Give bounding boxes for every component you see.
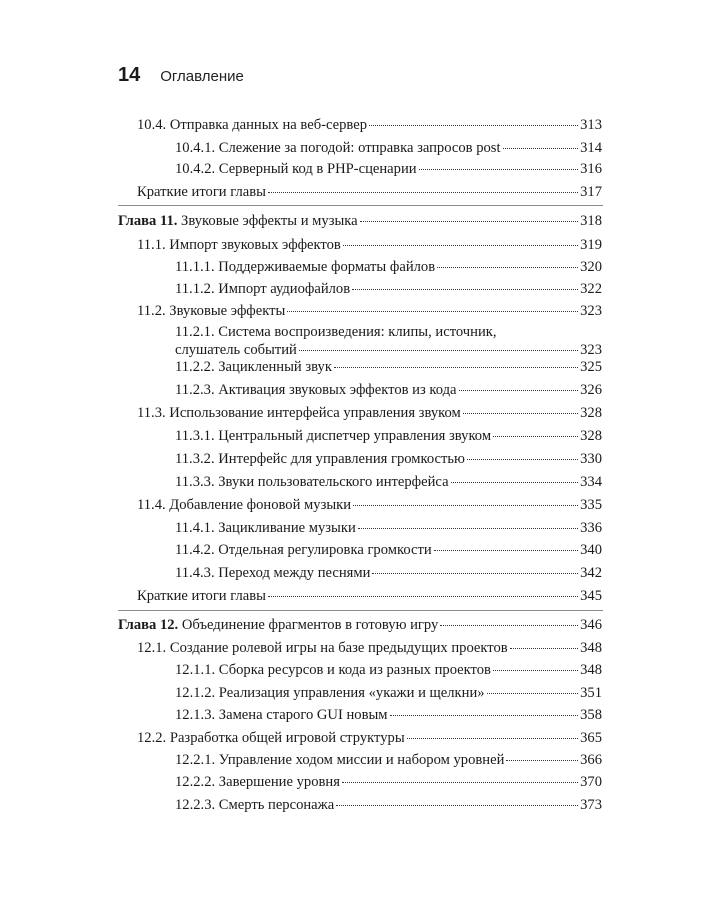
toc-page-number: 317 bbox=[580, 184, 602, 200]
entry-title: 12.1. Создание ролевой игры на базе предыдущих проектов bbox=[137, 640, 508, 656]
toc-entry[interactable] bbox=[175, 341, 602, 359]
dot-leader bbox=[434, 550, 578, 551]
dot-leader bbox=[407, 738, 578, 739]
toc-entry[interactable] bbox=[175, 661, 602, 679]
dot-leader bbox=[503, 148, 579, 149]
entry-title: 11.3. Использование интерфейса управления звуком bbox=[137, 405, 461, 421]
dot-leader bbox=[268, 192, 578, 193]
toc-entry-label bbox=[175, 796, 334, 814]
entry-title: 10.4. Отправка данных на веб-сервер bbox=[137, 117, 368, 133]
dot-leader bbox=[353, 505, 578, 506]
toc-entry-label bbox=[175, 341, 297, 359]
toc-entry[interactable] bbox=[137, 729, 602, 747]
toc-page-number: 313 bbox=[580, 117, 602, 133]
dot-leader bbox=[506, 760, 578, 761]
toc-entry-label bbox=[137, 729, 405, 747]
toc-page-number: 346 bbox=[580, 617, 602, 633]
toc-page-number: 314 bbox=[580, 140, 602, 156]
toc-chapter-entry[interactable] bbox=[118, 212, 602, 230]
toc-entry-label bbox=[137, 404, 461, 422]
toc-entry-label-line: 11.2.1. Система воспроизведения: клипы, источник, bbox=[175, 324, 497, 340]
dot-leader bbox=[419, 169, 579, 170]
dot-leader bbox=[352, 289, 578, 290]
toc-page-number: 351 bbox=[580, 685, 602, 701]
entry-title: 11.2.3. Активация звуковых эффектов из кода bbox=[175, 382, 457, 398]
toc-entry-label bbox=[175, 541, 432, 559]
dot-leader bbox=[299, 350, 578, 351]
toc-entry-label bbox=[137, 183, 266, 201]
toc-entry[interactable] bbox=[175, 139, 602, 157]
entry-title: 12.2.1. Управление ходом миссии и набором уровней bbox=[175, 752, 505, 768]
entry-title: 11.1.2. Импорт аудиофайлов bbox=[175, 281, 351, 297]
toc-page-number: 319 bbox=[580, 237, 602, 253]
toc-entry-label bbox=[137, 587, 266, 605]
entry-title: 12.1.3. Замена старого GUI новым bbox=[175, 707, 388, 723]
toc-entry[interactable] bbox=[175, 427, 602, 445]
chapter-number: Глава 11. bbox=[118, 213, 178, 229]
toc-page-number: 328 bbox=[580, 428, 602, 444]
section-divider bbox=[118, 610, 603, 611]
toc-page-number: 326 bbox=[580, 382, 602, 398]
toc-page-number: 370 bbox=[580, 774, 602, 790]
toc-page-number: 358 bbox=[580, 707, 602, 723]
toc-page-number: 373 bbox=[580, 797, 602, 813]
toc-entry[interactable] bbox=[175, 280, 602, 298]
toc-entry-label bbox=[175, 773, 340, 791]
toc-page-number: 323 bbox=[580, 303, 602, 319]
toc-entry-label bbox=[175, 564, 370, 582]
dot-leader bbox=[440, 625, 578, 626]
toc-entry[interactable] bbox=[175, 381, 602, 399]
dot-leader bbox=[369, 125, 578, 126]
toc-entry-label bbox=[175, 684, 485, 702]
toc-entry[interactable] bbox=[137, 404, 602, 422]
chapter-number: Глава 12. bbox=[118, 617, 179, 633]
toc-page-number: 322 bbox=[580, 281, 602, 297]
dot-leader bbox=[390, 715, 579, 716]
toc-entry-label bbox=[118, 212, 358, 230]
entry-title: 11.4.1. Зацикливание музыки bbox=[175, 520, 356, 536]
entry-title: 10.4.1. Слежение за погодой: отправка запросов post bbox=[175, 140, 501, 156]
toc-entry-label bbox=[175, 519, 356, 537]
toc-entry[interactable] bbox=[175, 564, 602, 582]
dot-leader bbox=[493, 436, 578, 437]
entry-title: слушатель событий bbox=[175, 342, 297, 358]
toc-entry[interactable] bbox=[137, 236, 602, 254]
toc-entry-label bbox=[175, 258, 435, 276]
dot-leader bbox=[343, 245, 578, 246]
dot-leader bbox=[459, 390, 579, 391]
toc-page-number: 316 bbox=[580, 161, 602, 177]
entry-title: 11.2. Звуковые эффекты bbox=[137, 303, 286, 319]
running-title: Оглавление bbox=[160, 68, 244, 85]
toc-page-number: 320 bbox=[580, 259, 602, 275]
toc-page-number: 318 bbox=[580, 213, 602, 229]
dot-leader bbox=[493, 670, 578, 671]
entry-title: 12.2.3. Смерть персонажа bbox=[175, 797, 335, 813]
dot-leader bbox=[372, 573, 578, 574]
toc-page-number: 348 bbox=[580, 662, 602, 678]
toc-entry-label bbox=[118, 616, 438, 634]
toc-entry-label bbox=[175, 751, 504, 769]
entry-title: 11.4.2. Отдельная регулировка громкости bbox=[175, 542, 432, 558]
dot-leader bbox=[437, 267, 578, 268]
entry-title: 11.4. Добавление фоновой музыки bbox=[137, 497, 352, 513]
toc-entry-label bbox=[175, 427, 491, 445]
toc-entry[interactable] bbox=[175, 706, 602, 724]
toc-entry[interactable] bbox=[175, 450, 602, 468]
toc-page-number: 342 bbox=[580, 565, 602, 581]
dot-leader bbox=[336, 805, 578, 806]
toc-page-number: 348 bbox=[580, 640, 602, 656]
toc-page-number: 323 bbox=[580, 342, 602, 358]
entry-title: 11.3.1. Центральный диспетчер управления звуком bbox=[175, 428, 492, 444]
dot-leader bbox=[268, 596, 578, 597]
toc-entry-label bbox=[137, 236, 341, 254]
entry-title: 11.1. Импорт звуковых эффектов bbox=[137, 237, 341, 253]
toc-page-number: 328 bbox=[580, 405, 602, 421]
entry-title: 11.3.3. Звуки пользовательского интерфейса bbox=[175, 474, 449, 490]
toc-entry-label bbox=[175, 160, 417, 178]
toc-entry-label bbox=[137, 639, 508, 657]
dot-leader bbox=[510, 648, 578, 649]
toc-entry[interactable] bbox=[175, 751, 602, 769]
entry-title: Краткие итоги главы bbox=[137, 184, 266, 200]
dot-leader bbox=[334, 367, 578, 368]
toc-page-number: 345 bbox=[580, 588, 602, 604]
toc-page-number: 335 bbox=[580, 497, 602, 513]
toc-page-number: 325 bbox=[580, 359, 602, 375]
toc-entry[interactable] bbox=[175, 796, 602, 814]
toc-entry[interactable] bbox=[175, 684, 602, 702]
toc-page-number: 334 bbox=[580, 474, 602, 490]
toc-entry[interactable] bbox=[175, 258, 602, 276]
dot-leader bbox=[287, 311, 578, 312]
chapter-title: Звуковые эффекты и музыка bbox=[181, 213, 358, 229]
dot-leader bbox=[467, 459, 578, 460]
entry-title: Краткие итоги главы bbox=[137, 588, 266, 604]
section-divider bbox=[118, 205, 603, 206]
entry-title: 11.4.3. Переход между песнями bbox=[175, 565, 371, 581]
entry-title: 12.1.2. Реализация управления «укажи и щелкни» bbox=[175, 685, 485, 701]
dot-leader bbox=[487, 693, 579, 694]
toc-entry-label bbox=[175, 280, 350, 298]
toc-entry[interactable] bbox=[175, 541, 602, 559]
entry-title: 11.2.2. Зацикленный звук bbox=[175, 359, 332, 375]
toc-entry[interactable] bbox=[175, 773, 602, 791]
toc-entry-label bbox=[175, 358, 332, 376]
toc-entry[interactable] bbox=[137, 183, 602, 201]
entry-title: 12.1.1. Сборка ресурсов и кода из разных проектов bbox=[175, 662, 491, 678]
entry-title: 11.1.1. Поддерживаемые форматы файлов bbox=[175, 259, 436, 275]
toc-entry-label bbox=[175, 473, 449, 491]
toc-entry-label bbox=[137, 302, 285, 320]
chapter-title: Объединение фрагментов в готовую игру bbox=[181, 617, 439, 633]
dot-leader bbox=[358, 528, 578, 529]
toc-entry[interactable] bbox=[137, 496, 602, 514]
dot-leader bbox=[451, 482, 579, 483]
toc-entry-label bbox=[175, 706, 388, 724]
toc-entry[interactable] bbox=[137, 302, 602, 320]
toc-entry-label bbox=[175, 450, 465, 468]
toc-entry-label bbox=[137, 496, 351, 514]
toc-page-number: 365 bbox=[580, 730, 602, 746]
toc-entry[interactable] bbox=[175, 358, 602, 376]
toc-entry[interactable] bbox=[137, 587, 602, 605]
toc-page-number: 366 bbox=[580, 752, 602, 768]
toc-entry[interactable] bbox=[175, 160, 602, 178]
toc-entry-label bbox=[175, 139, 501, 157]
toc-entry-label bbox=[137, 116, 367, 134]
dot-leader bbox=[360, 221, 578, 222]
toc-page-number: 336 bbox=[580, 520, 602, 536]
toc-entry[interactable] bbox=[137, 116, 602, 134]
dot-leader bbox=[463, 413, 578, 414]
toc-entry[interactable] bbox=[137, 639, 602, 657]
entry-title: 12.2. Разработка общей игровой структуры bbox=[137, 730, 405, 746]
toc-page-number: 340 bbox=[580, 542, 602, 558]
toc-entry[interactable] bbox=[175, 519, 602, 537]
toc-entry[interactable] bbox=[175, 473, 602, 491]
entry-title: 12.2.2. Завершение уровня bbox=[175, 774, 340, 790]
dot-leader bbox=[342, 782, 578, 783]
toc-page-number: 330 bbox=[580, 451, 602, 467]
toc-entry-label bbox=[175, 661, 491, 679]
page-number: 14 bbox=[118, 64, 141, 86]
toc-entry-label bbox=[175, 381, 457, 399]
toc-chapter-entry[interactable] bbox=[118, 616, 602, 634]
entry-title: 10.4.2. Серверный код в PHP-сценарии bbox=[175, 161, 417, 177]
entry-title: 11.3.2. Интерфейс для управления громкостью bbox=[175, 451, 465, 467]
